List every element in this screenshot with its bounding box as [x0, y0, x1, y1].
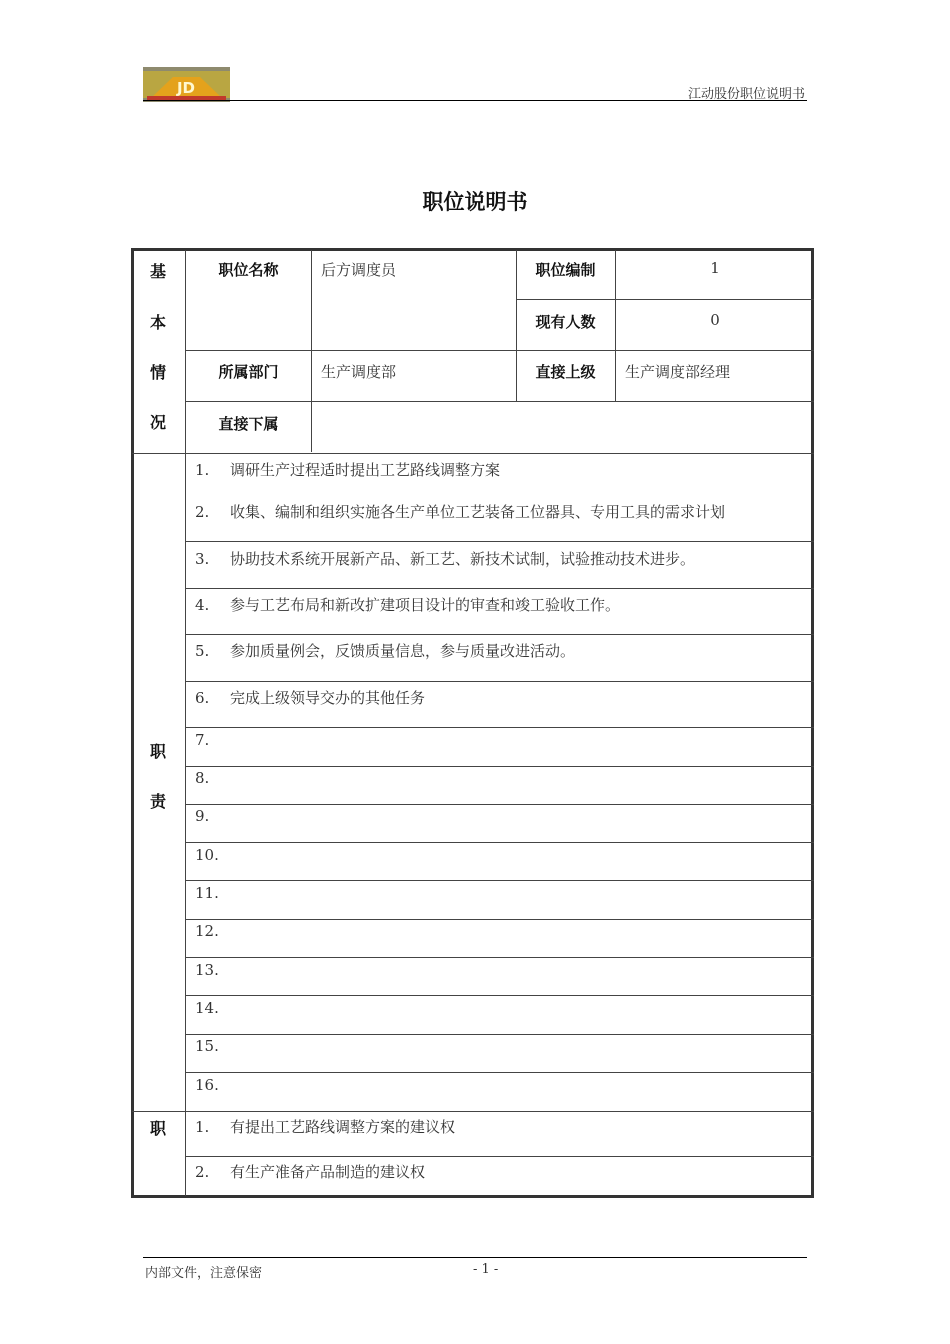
position-name-label: 职位名称	[218, 261, 279, 279]
headcount-value: 1	[710, 259, 720, 277]
duty-number: 2.	[195, 503, 210, 521]
duty-item	[195, 846, 230, 864]
authority-number: 1.	[195, 1118, 210, 1136]
basic-side-char: 情	[150, 363, 167, 382]
row-divider	[185, 880, 814, 881]
duty-item	[195, 640, 575, 661]
duty-item	[195, 922, 230, 940]
authority-number: 2.	[195, 1163, 210, 1181]
row-divider	[185, 634, 814, 635]
duty-text: 参与工艺布局和新改扩建项目设计的审查和竣工验收工作。	[230, 596, 621, 614]
duty-number: 15.	[195, 1037, 219, 1055]
basic-side-char: 况	[150, 413, 167, 432]
duty-number: 4.	[195, 596, 210, 614]
duty-item	[195, 807, 230, 825]
duty-number: 1.	[195, 461, 210, 479]
svg-text:JD: JD	[176, 79, 196, 97]
current-count-label: 现有人数	[535, 313, 596, 331]
subordinate-label: 直接下属	[218, 415, 279, 433]
row-divider	[185, 541, 814, 542]
authority-text: 有生产准备产品制造的建议权	[230, 1163, 426, 1181]
duties-side-char: 责	[150, 792, 167, 811]
duty-item	[195, 687, 425, 708]
header-doc-name: 江动股份职位说明书	[687, 87, 805, 102]
duty-item	[195, 884, 230, 902]
company-logo	[143, 67, 230, 102]
superior-label: 直接上级	[535, 363, 596, 381]
row-divider	[516, 299, 814, 300]
duty-number: 8.	[195, 769, 210, 787]
duty-item	[195, 594, 620, 615]
row-divider	[185, 681, 814, 682]
row-divider	[185, 766, 814, 767]
basic-side-char: 本	[150, 313, 167, 332]
authority-text: 有提出工艺路线调整方案的建议权	[230, 1118, 456, 1136]
duty-number: 10.	[195, 846, 219, 864]
department-value: 生产调度部	[321, 363, 397, 381]
row-divider	[185, 957, 814, 958]
row-divider	[185, 727, 814, 728]
duty-number: 16.	[195, 1076, 219, 1094]
duty-text: 协助技术系统开展新产品、新工艺、新技术试制，试验推动技术进步。	[230, 550, 696, 568]
section-divider	[132, 453, 814, 454]
row-divider	[185, 842, 814, 843]
row-divider	[185, 588, 814, 589]
duty-item	[195, 459, 500, 480]
duty-item	[195, 999, 230, 1017]
footer-rule	[143, 1257, 807, 1258]
duty-number: 14.	[195, 999, 219, 1017]
duty-number: 11.	[195, 884, 219, 902]
duty-text: 参加质量例会，反馈质量信息，参与质量改进活动。	[230, 642, 576, 660]
footer-confidential-note: 内部文件，注意保密	[145, 1266, 263, 1281]
duty-item	[195, 1076, 230, 1094]
duty-number: 13.	[195, 961, 219, 979]
department-label: 所属部门	[218, 363, 279, 381]
headcount-label: 职位编制	[535, 261, 596, 279]
row-divider	[185, 1072, 814, 1073]
row-divider	[185, 401, 814, 402]
duties-side-char: 职	[150, 742, 167, 761]
row-divider	[185, 1156, 814, 1157]
authority-side-char: 职	[150, 1119, 167, 1138]
row-divider	[185, 1034, 814, 1035]
page-title: 职位说明书	[422, 190, 528, 214]
position-name-value: 后方调度员	[321, 261, 397, 279]
row-divider	[185, 804, 814, 805]
duty-number: 6.	[195, 689, 210, 707]
row-divider	[185, 919, 814, 920]
duty-number: 9.	[195, 807, 210, 825]
authority-item	[195, 1161, 425, 1182]
job-description-table	[131, 248, 814, 1198]
duty-text: 收集、编制和组织实施各生产单位工艺装备工位器具、专用工具的需求计划	[230, 503, 726, 521]
duty-number: 12.	[195, 922, 219, 940]
superior-value: 生产调度部经理	[625, 363, 731, 381]
header-rule	[143, 100, 807, 101]
label-column-divider	[311, 250, 312, 452]
row-divider	[185, 995, 814, 996]
side-column-divider	[185, 250, 186, 1196]
basic-side-char: 基	[150, 262, 167, 281]
section-divider	[132, 1111, 814, 1112]
duty-item	[195, 548, 695, 569]
duty-item	[195, 769, 230, 787]
duty-item	[195, 961, 230, 979]
duty-number: 7.	[195, 731, 210, 749]
page-number: - 1 -	[473, 1262, 499, 1277]
row-divider	[185, 350, 814, 351]
duty-item	[195, 501, 725, 522]
duty-text: 完成上级领导交办的其他任务	[230, 689, 426, 707]
duty-text: 调研生产过程适时提出工艺路线调整方案	[230, 461, 501, 479]
current-count-value: 0	[710, 311, 720, 329]
duty-item	[195, 731, 230, 749]
duty-number: 5.	[195, 642, 210, 660]
duty-number: 3.	[195, 550, 210, 568]
duty-item	[195, 1037, 230, 1055]
authority-item	[195, 1116, 455, 1137]
